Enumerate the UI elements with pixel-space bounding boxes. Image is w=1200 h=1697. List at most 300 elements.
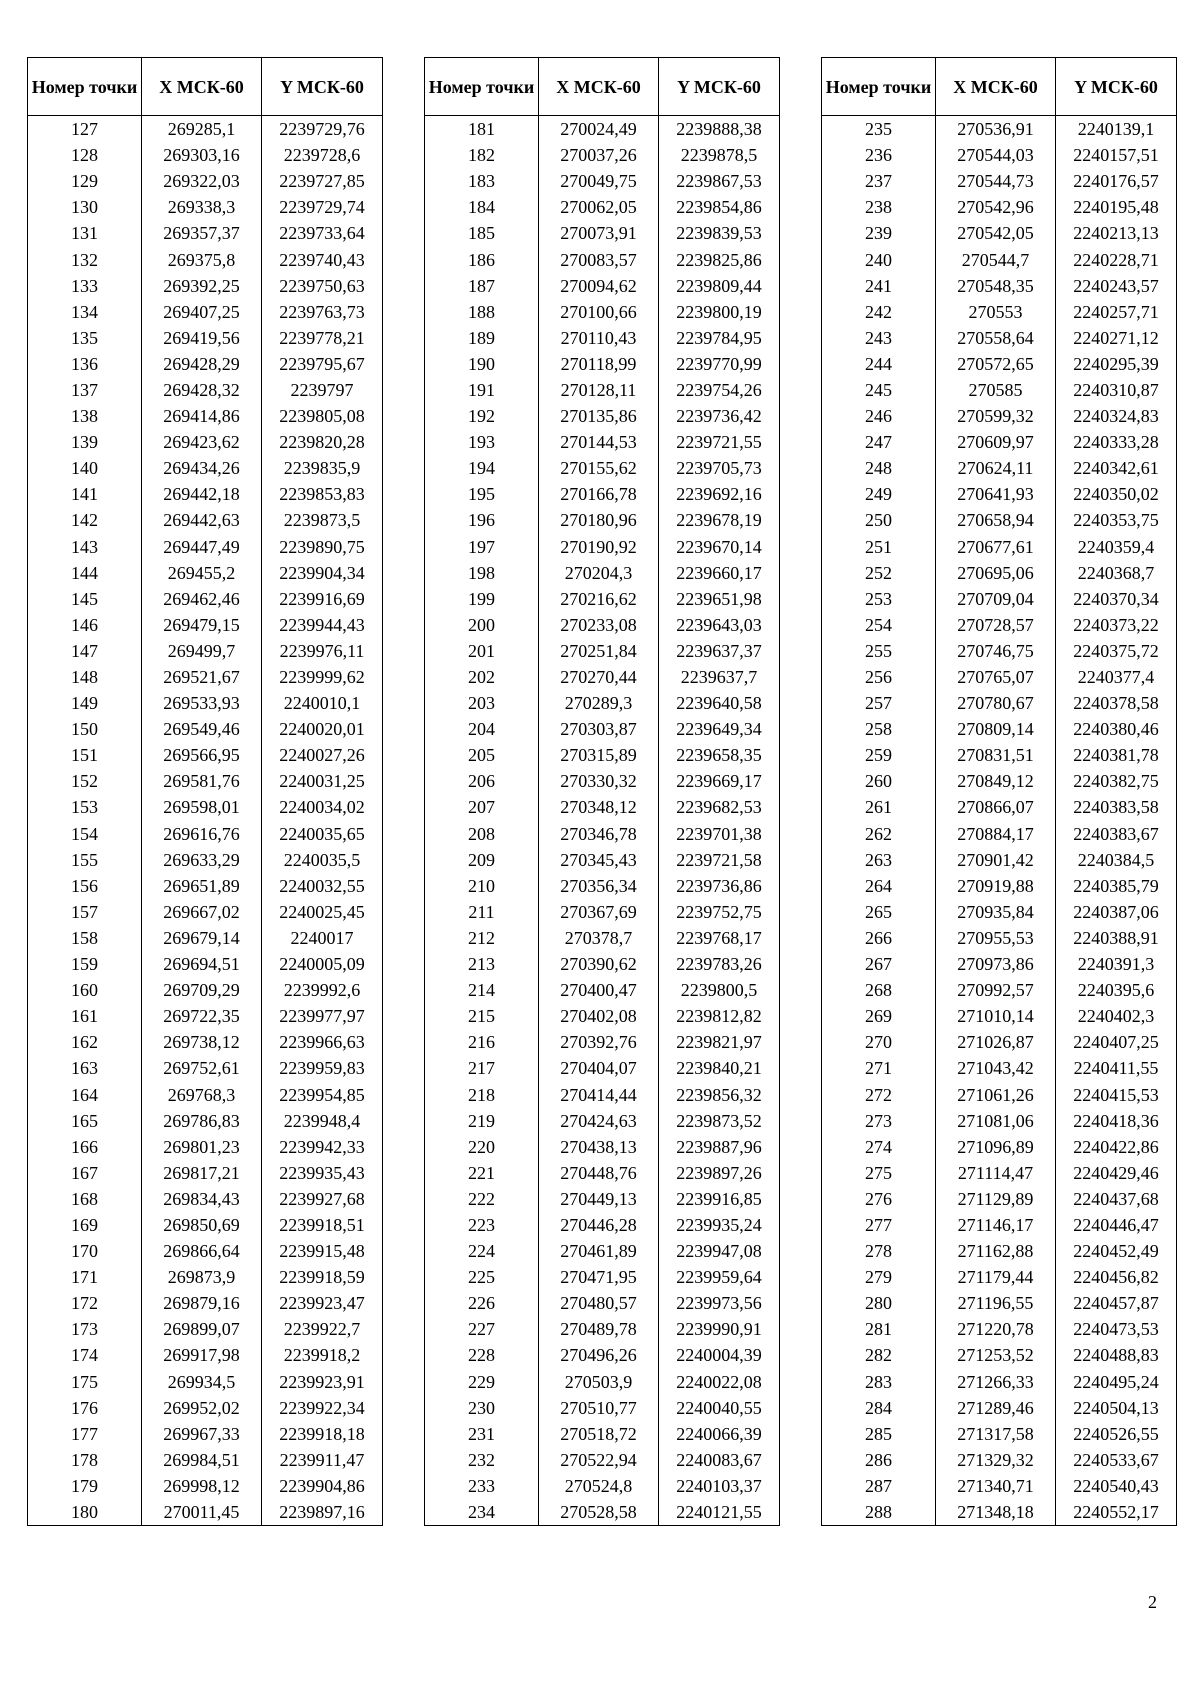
y-coordinate-cell: 2239954,85 xyxy=(262,1081,383,1107)
y-coordinate-cell: 2240031,25 xyxy=(262,768,383,794)
point-number-cell: 279 xyxy=(822,1264,936,1290)
y-coordinate-cell: 2240350,02 xyxy=(1056,481,1177,507)
point-number-cell: 247 xyxy=(822,429,936,455)
y-coordinate-cell: 2240540,43 xyxy=(1056,1473,1177,1499)
x-coordinate-cell: 270303,87 xyxy=(539,716,659,742)
table-row xyxy=(822,481,1177,507)
x-coordinate-cell: 269375,8 xyxy=(142,246,262,272)
table-row xyxy=(28,194,383,220)
point-number-cell: 132 xyxy=(28,246,142,272)
x-coordinate-cell: 269533,93 xyxy=(142,690,262,716)
point-number-cell: 232 xyxy=(425,1447,539,1473)
table-row xyxy=(822,716,1177,742)
y-coordinate-cell: 2239678,19 xyxy=(659,507,780,533)
table-row xyxy=(822,1264,1177,1290)
point-number-cell: 219 xyxy=(425,1108,539,1134)
y-coordinate-cell: 2240034,02 xyxy=(262,794,383,820)
point-number-cell: 228 xyxy=(425,1342,539,1368)
table-row xyxy=(28,1473,383,1499)
table-row xyxy=(28,638,383,664)
table-row xyxy=(822,1447,1177,1473)
x-coordinate-cell: 270510,77 xyxy=(539,1395,659,1421)
x-coordinate-cell: 271253,52 xyxy=(936,1342,1056,1368)
table-row xyxy=(822,507,1177,533)
point-number-cell: 166 xyxy=(28,1134,142,1160)
table-row xyxy=(822,1134,1177,1160)
point-number-cell: 269 xyxy=(822,1003,936,1029)
y-coordinate-cell: 2239918,59 xyxy=(262,1264,383,1290)
table-row xyxy=(822,455,1177,481)
point-number-cell: 267 xyxy=(822,951,936,977)
y-coordinate-cell: 2239705,73 xyxy=(659,455,780,481)
point-number-cell: 197 xyxy=(425,534,539,560)
y-coordinate-cell: 2240375,72 xyxy=(1056,638,1177,664)
x-coordinate-cell: 270765,07 xyxy=(936,664,1056,690)
point-number-cell: 288 xyxy=(822,1499,936,1526)
y-coordinate-cell: 2239736,86 xyxy=(659,873,780,899)
table-row xyxy=(822,1421,1177,1447)
table-row xyxy=(425,925,780,951)
table-row xyxy=(425,1160,780,1186)
x-coordinate-cell: 269521,67 xyxy=(142,664,262,690)
x-coordinate-cell: 270289,3 xyxy=(539,690,659,716)
y-coordinate-cell: 2239916,69 xyxy=(262,586,383,612)
x-coordinate-cell: 269419,56 xyxy=(142,325,262,351)
x-coordinate-cell: 271010,14 xyxy=(936,1003,1056,1029)
y-coordinate-cell: 2239643,03 xyxy=(659,612,780,638)
point-number-cell: 224 xyxy=(425,1238,539,1264)
y-coordinate-cell: 2240359,4 xyxy=(1056,534,1177,560)
x-coordinate-cell: 269850,69 xyxy=(142,1212,262,1238)
header-x: X МСК-60 xyxy=(142,58,262,116)
point-number-cell: 168 xyxy=(28,1186,142,1212)
table-row xyxy=(28,142,383,168)
table-row xyxy=(822,220,1177,246)
x-coordinate-cell: 270695,06 xyxy=(936,560,1056,586)
y-coordinate-cell: 2239977,97 xyxy=(262,1003,383,1029)
y-coordinate-cell: 2239821,97 xyxy=(659,1029,780,1055)
table-row xyxy=(425,351,780,377)
x-coordinate-cell: 270400,47 xyxy=(539,977,659,1003)
point-number-cell: 148 xyxy=(28,664,142,690)
table-row xyxy=(425,612,780,638)
x-coordinate-cell: 269598,01 xyxy=(142,794,262,820)
table-row xyxy=(28,168,383,194)
point-number-cell: 263 xyxy=(822,847,936,873)
table-row xyxy=(425,1186,780,1212)
y-coordinate-cell: 2239754,26 xyxy=(659,377,780,403)
x-coordinate-cell: 270024,49 xyxy=(539,116,659,143)
table-row xyxy=(425,1499,780,1526)
y-coordinate-cell: 2239904,34 xyxy=(262,560,383,586)
table-row xyxy=(822,847,1177,873)
point-number-cell: 138 xyxy=(28,403,142,429)
y-coordinate-cell: 2239812,82 xyxy=(659,1003,780,1029)
point-number-cell: 283 xyxy=(822,1369,936,1395)
x-coordinate-cell: 271114,47 xyxy=(936,1160,1056,1186)
table-row xyxy=(822,1395,1177,1421)
table-row xyxy=(822,586,1177,612)
point-number-cell: 167 xyxy=(28,1160,142,1186)
x-coordinate-cell: 269407,25 xyxy=(142,299,262,325)
x-coordinate-cell: 270624,11 xyxy=(936,455,1056,481)
table-row xyxy=(425,1290,780,1316)
y-coordinate-cell: 2240005,09 xyxy=(262,951,383,977)
x-coordinate-cell: 270367,69 xyxy=(539,899,659,925)
y-coordinate-cell: 2239752,75 xyxy=(659,899,780,925)
table-row xyxy=(822,768,1177,794)
point-number-cell: 237 xyxy=(822,168,936,194)
y-coordinate-cell: 2239763,73 xyxy=(262,299,383,325)
y-coordinate-cell: 2239660,17 xyxy=(659,560,780,586)
y-coordinate-cell: 2239825,86 xyxy=(659,246,780,272)
header-row xyxy=(425,58,780,116)
y-coordinate-cell: 2240035,5 xyxy=(262,847,383,873)
y-coordinate-cell: 2240035,65 xyxy=(262,821,383,847)
table-row xyxy=(28,925,383,951)
point-number-cell: 160 xyxy=(28,977,142,1003)
y-coordinate-cell: 2240010,1 xyxy=(262,690,383,716)
table-row xyxy=(28,586,383,612)
table-row xyxy=(28,664,383,690)
header-row xyxy=(822,58,1177,116)
x-coordinate-cell: 270544,7 xyxy=(936,246,1056,272)
x-coordinate-cell: 269338,3 xyxy=(142,194,262,220)
point-number-cell: 225 xyxy=(425,1264,539,1290)
table-row xyxy=(822,299,1177,325)
point-number-cell: 189 xyxy=(425,325,539,351)
x-coordinate-cell: 270390,62 xyxy=(539,951,659,977)
y-coordinate-cell: 2239935,43 xyxy=(262,1160,383,1186)
x-coordinate-cell: 270884,17 xyxy=(936,821,1056,847)
x-coordinate-cell: 270746,75 xyxy=(936,638,1056,664)
y-coordinate-cell: 2240446,47 xyxy=(1056,1212,1177,1238)
table-row xyxy=(822,1160,1177,1186)
table-row xyxy=(822,1316,1177,1342)
x-coordinate-cell: 269414,86 xyxy=(142,403,262,429)
x-coordinate-cell: 269566,95 xyxy=(142,742,262,768)
x-coordinate-cell: 270144,53 xyxy=(539,429,659,455)
x-coordinate-cell: 270496,26 xyxy=(539,1342,659,1368)
table-row xyxy=(822,429,1177,455)
y-coordinate-cell: 2239948,4 xyxy=(262,1108,383,1134)
table-row xyxy=(425,168,780,194)
y-coordinate-cell: 2240257,71 xyxy=(1056,299,1177,325)
y-coordinate-cell: 2239873,5 xyxy=(262,507,383,533)
table-row xyxy=(822,925,1177,951)
x-coordinate-cell: 270489,78 xyxy=(539,1316,659,1342)
x-coordinate-cell: 269549,46 xyxy=(142,716,262,742)
table-row xyxy=(425,690,780,716)
point-number-cell: 255 xyxy=(822,638,936,664)
table-row xyxy=(822,821,1177,847)
y-coordinate-cell: 2240380,46 xyxy=(1056,716,1177,742)
x-coordinate-cell: 270446,28 xyxy=(539,1212,659,1238)
y-coordinate-cell: 2240385,79 xyxy=(1056,873,1177,899)
y-coordinate-cell: 2239873,52 xyxy=(659,1108,780,1134)
table-row xyxy=(425,1081,780,1107)
y-coordinate-cell: 2239922,7 xyxy=(262,1316,383,1342)
y-coordinate-cell: 2239918,2 xyxy=(262,1342,383,1368)
point-number-cell: 212 xyxy=(425,925,539,951)
x-coordinate-cell: 270094,62 xyxy=(539,273,659,299)
x-coordinate-cell: 269879,16 xyxy=(142,1290,262,1316)
point-number-cell: 259 xyxy=(822,742,936,768)
x-coordinate-cell: 271348,18 xyxy=(936,1499,1056,1526)
point-number-cell: 127 xyxy=(28,116,142,143)
y-coordinate-cell: 2240243,57 xyxy=(1056,273,1177,299)
x-coordinate-cell: 270404,07 xyxy=(539,1055,659,1081)
table-row xyxy=(28,1212,383,1238)
point-number-cell: 176 xyxy=(28,1395,142,1421)
point-number-cell: 185 xyxy=(425,220,539,246)
x-coordinate-cell: 271043,42 xyxy=(936,1055,1056,1081)
x-coordinate-cell: 270480,57 xyxy=(539,1290,659,1316)
y-coordinate-cell: 2239805,08 xyxy=(262,403,383,429)
table-row xyxy=(28,1055,383,1081)
x-coordinate-cell: 270100,66 xyxy=(539,299,659,325)
point-number-cell: 174 xyxy=(28,1342,142,1368)
y-coordinate-cell: 2240066,39 xyxy=(659,1421,780,1447)
table-row xyxy=(28,429,383,455)
table-row xyxy=(28,1108,383,1134)
point-number-cell: 257 xyxy=(822,690,936,716)
point-number-cell: 154 xyxy=(28,821,142,847)
table-row xyxy=(822,1290,1177,1316)
x-coordinate-cell: 270973,86 xyxy=(936,951,1056,977)
table-row xyxy=(425,1473,780,1499)
x-coordinate-cell: 270553 xyxy=(936,299,1056,325)
y-coordinate-cell: 2239890,75 xyxy=(262,534,383,560)
table-row xyxy=(425,742,780,768)
point-number-cell: 251 xyxy=(822,534,936,560)
point-number-cell: 222 xyxy=(425,1186,539,1212)
y-coordinate-cell: 2239918,51 xyxy=(262,1212,383,1238)
point-number-cell: 169 xyxy=(28,1212,142,1238)
point-number-cell: 275 xyxy=(822,1160,936,1186)
table-row xyxy=(425,1369,780,1395)
table-row xyxy=(28,1264,383,1290)
point-number-cell: 271 xyxy=(822,1055,936,1081)
table-row xyxy=(822,1055,1177,1081)
point-number-cell: 159 xyxy=(28,951,142,977)
table-row xyxy=(425,194,780,220)
y-coordinate-cell: 2239649,34 xyxy=(659,716,780,742)
x-coordinate-cell: 269967,33 xyxy=(142,1421,262,1447)
table-row xyxy=(822,325,1177,351)
table-row xyxy=(28,1316,383,1342)
point-number-cell: 280 xyxy=(822,1290,936,1316)
point-number-cell: 170 xyxy=(28,1238,142,1264)
point-number-cell: 236 xyxy=(822,142,936,168)
table-row xyxy=(425,1264,780,1290)
x-coordinate-cell: 270919,88 xyxy=(936,873,1056,899)
table-row xyxy=(822,977,1177,1003)
x-coordinate-cell: 269442,18 xyxy=(142,481,262,507)
table-row xyxy=(28,873,383,899)
y-coordinate-cell: 2239976,11 xyxy=(262,638,383,664)
y-coordinate-cell: 2239721,58 xyxy=(659,847,780,873)
x-coordinate-cell: 270585 xyxy=(936,377,1056,403)
table-row xyxy=(28,612,383,638)
x-coordinate-cell: 270536,91 xyxy=(936,116,1056,143)
point-number-cell: 227 xyxy=(425,1316,539,1342)
point-number-cell: 186 xyxy=(425,246,539,272)
y-coordinate-cell: 2239682,53 xyxy=(659,794,780,820)
y-coordinate-cell: 2240083,67 xyxy=(659,1447,780,1473)
y-coordinate-cell: 2239935,24 xyxy=(659,1212,780,1238)
y-coordinate-cell: 2239856,32 xyxy=(659,1081,780,1107)
y-coordinate-cell: 2240228,71 xyxy=(1056,246,1177,272)
x-coordinate-cell: 270544,73 xyxy=(936,168,1056,194)
y-coordinate-cell: 2240429,46 xyxy=(1056,1160,1177,1186)
point-number-cell: 184 xyxy=(425,194,539,220)
y-coordinate-cell: 2240368,7 xyxy=(1056,560,1177,586)
x-coordinate-cell: 269899,07 xyxy=(142,1316,262,1342)
y-coordinate-cell: 2239944,43 xyxy=(262,612,383,638)
y-coordinate-cell: 2239966,63 xyxy=(262,1029,383,1055)
y-coordinate-cell: 2239670,14 xyxy=(659,534,780,560)
point-number-cell: 202 xyxy=(425,664,539,690)
table-row xyxy=(822,534,1177,560)
table-row xyxy=(425,1108,780,1134)
table-row xyxy=(425,325,780,351)
point-number-cell: 161 xyxy=(28,1003,142,1029)
y-coordinate-cell: 2240213,13 xyxy=(1056,220,1177,246)
x-coordinate-cell: 270073,91 xyxy=(539,220,659,246)
x-coordinate-cell: 271289,46 xyxy=(936,1395,1056,1421)
y-coordinate-cell: 2239918,18 xyxy=(262,1421,383,1447)
header-row xyxy=(28,58,383,116)
table-row xyxy=(425,1447,780,1473)
table-row xyxy=(28,1003,383,1029)
point-number-cell: 190 xyxy=(425,351,539,377)
point-number-cell: 143 xyxy=(28,534,142,560)
point-number-cell: 196 xyxy=(425,507,539,533)
y-coordinate-cell: 2239692,16 xyxy=(659,481,780,507)
y-coordinate-cell: 2240452,49 xyxy=(1056,1238,1177,1264)
table-row xyxy=(28,560,383,586)
x-coordinate-cell: 270658,94 xyxy=(936,507,1056,533)
point-number-cell: 156 xyxy=(28,873,142,899)
x-coordinate-cell: 270542,05 xyxy=(936,220,1056,246)
y-coordinate-cell: 2240333,28 xyxy=(1056,429,1177,455)
point-number-cell: 175 xyxy=(28,1369,142,1395)
y-coordinate-cell: 2239923,91 xyxy=(262,1369,383,1395)
x-coordinate-cell: 270558,64 xyxy=(936,325,1056,351)
x-coordinate-cell: 269694,51 xyxy=(142,951,262,977)
table-row xyxy=(822,690,1177,716)
table-row xyxy=(28,220,383,246)
point-number-cell: 243 xyxy=(822,325,936,351)
y-coordinate-cell: 2240017 xyxy=(262,925,383,951)
point-number-cell: 242 xyxy=(822,299,936,325)
y-coordinate-cell: 2240388,91 xyxy=(1056,925,1177,951)
point-number-cell: 142 xyxy=(28,507,142,533)
point-number-cell: 151 xyxy=(28,742,142,768)
point-number-cell: 165 xyxy=(28,1108,142,1134)
x-coordinate-cell: 271146,17 xyxy=(936,1212,1056,1238)
point-number-cell: 250 xyxy=(822,507,936,533)
y-coordinate-cell: 2239840,21 xyxy=(659,1055,780,1081)
point-number-cell: 270 xyxy=(822,1029,936,1055)
point-number-cell: 204 xyxy=(425,716,539,742)
y-coordinate-cell: 2240020,01 xyxy=(262,716,383,742)
point-number-cell: 208 xyxy=(425,821,539,847)
table-row xyxy=(822,664,1177,690)
x-coordinate-cell: 270424,63 xyxy=(539,1108,659,1134)
y-coordinate-cell: 2240437,68 xyxy=(1056,1186,1177,1212)
x-coordinate-cell: 270356,34 xyxy=(539,873,659,899)
x-coordinate-cell: 270315,89 xyxy=(539,742,659,768)
point-number-cell: 140 xyxy=(28,455,142,481)
table-row xyxy=(822,246,1177,272)
table-row xyxy=(425,1342,780,1368)
table-row xyxy=(28,768,383,794)
table-row xyxy=(28,1395,383,1421)
x-coordinate-cell: 270471,95 xyxy=(539,1264,659,1290)
x-coordinate-cell: 269651,89 xyxy=(142,873,262,899)
x-coordinate-cell: 270166,78 xyxy=(539,481,659,507)
header-point-number: Номер точки xyxy=(425,58,539,116)
point-number-cell: 218 xyxy=(425,1081,539,1107)
y-coordinate-cell: 2240418,36 xyxy=(1056,1108,1177,1134)
point-number-cell: 147 xyxy=(28,638,142,664)
x-coordinate-cell: 271340,71 xyxy=(936,1473,1056,1499)
x-coordinate-cell: 271026,87 xyxy=(936,1029,1056,1055)
y-coordinate-cell: 2239911,47 xyxy=(262,1447,383,1473)
table-row xyxy=(425,1029,780,1055)
x-coordinate-cell: 270216,62 xyxy=(539,586,659,612)
x-coordinate-cell: 271162,88 xyxy=(936,1238,1056,1264)
y-coordinate-cell: 2239651,98 xyxy=(659,586,780,612)
x-coordinate-cell: 269667,02 xyxy=(142,899,262,925)
y-coordinate-cell: 2239729,74 xyxy=(262,194,383,220)
y-coordinate-cell: 2240103,37 xyxy=(659,1473,780,1499)
x-coordinate-cell: 270414,44 xyxy=(539,1081,659,1107)
x-coordinate-cell: 270346,78 xyxy=(539,821,659,847)
y-coordinate-cell: 2240533,67 xyxy=(1056,1447,1177,1473)
y-coordinate-cell: 2240353,75 xyxy=(1056,507,1177,533)
table-row xyxy=(822,1473,1177,1499)
x-coordinate-cell: 270599,32 xyxy=(936,403,1056,429)
point-number-cell: 179 xyxy=(28,1473,142,1499)
x-coordinate-cell: 269392,25 xyxy=(142,273,262,299)
header-x: X МСК-60 xyxy=(936,58,1056,116)
table-row xyxy=(28,507,383,533)
y-coordinate-cell: 2240411,55 xyxy=(1056,1055,1177,1081)
table-row xyxy=(425,794,780,820)
point-number-cell: 131 xyxy=(28,220,142,246)
x-coordinate-cell: 270402,08 xyxy=(539,1003,659,1029)
x-coordinate-cell: 270449,13 xyxy=(539,1186,659,1212)
y-coordinate-cell: 2239853,83 xyxy=(262,481,383,507)
y-coordinate-cell: 2240157,51 xyxy=(1056,142,1177,168)
point-number-cell: 246 xyxy=(822,403,936,429)
x-coordinate-cell: 270461,89 xyxy=(539,1238,659,1264)
table-row xyxy=(28,951,383,977)
x-coordinate-cell: 270544,03 xyxy=(936,142,1056,168)
point-number-cell: 210 xyxy=(425,873,539,899)
x-coordinate-cell: 270233,08 xyxy=(539,612,659,638)
point-number-cell: 282 xyxy=(822,1342,936,1368)
point-number-cell: 145 xyxy=(28,586,142,612)
x-coordinate-cell: 269285,1 xyxy=(142,116,262,143)
point-number-cell: 285 xyxy=(822,1421,936,1447)
y-coordinate-cell: 2240383,58 xyxy=(1056,794,1177,820)
y-coordinate-cell: 2240473,53 xyxy=(1056,1316,1177,1342)
y-coordinate-cell: 2239999,62 xyxy=(262,664,383,690)
